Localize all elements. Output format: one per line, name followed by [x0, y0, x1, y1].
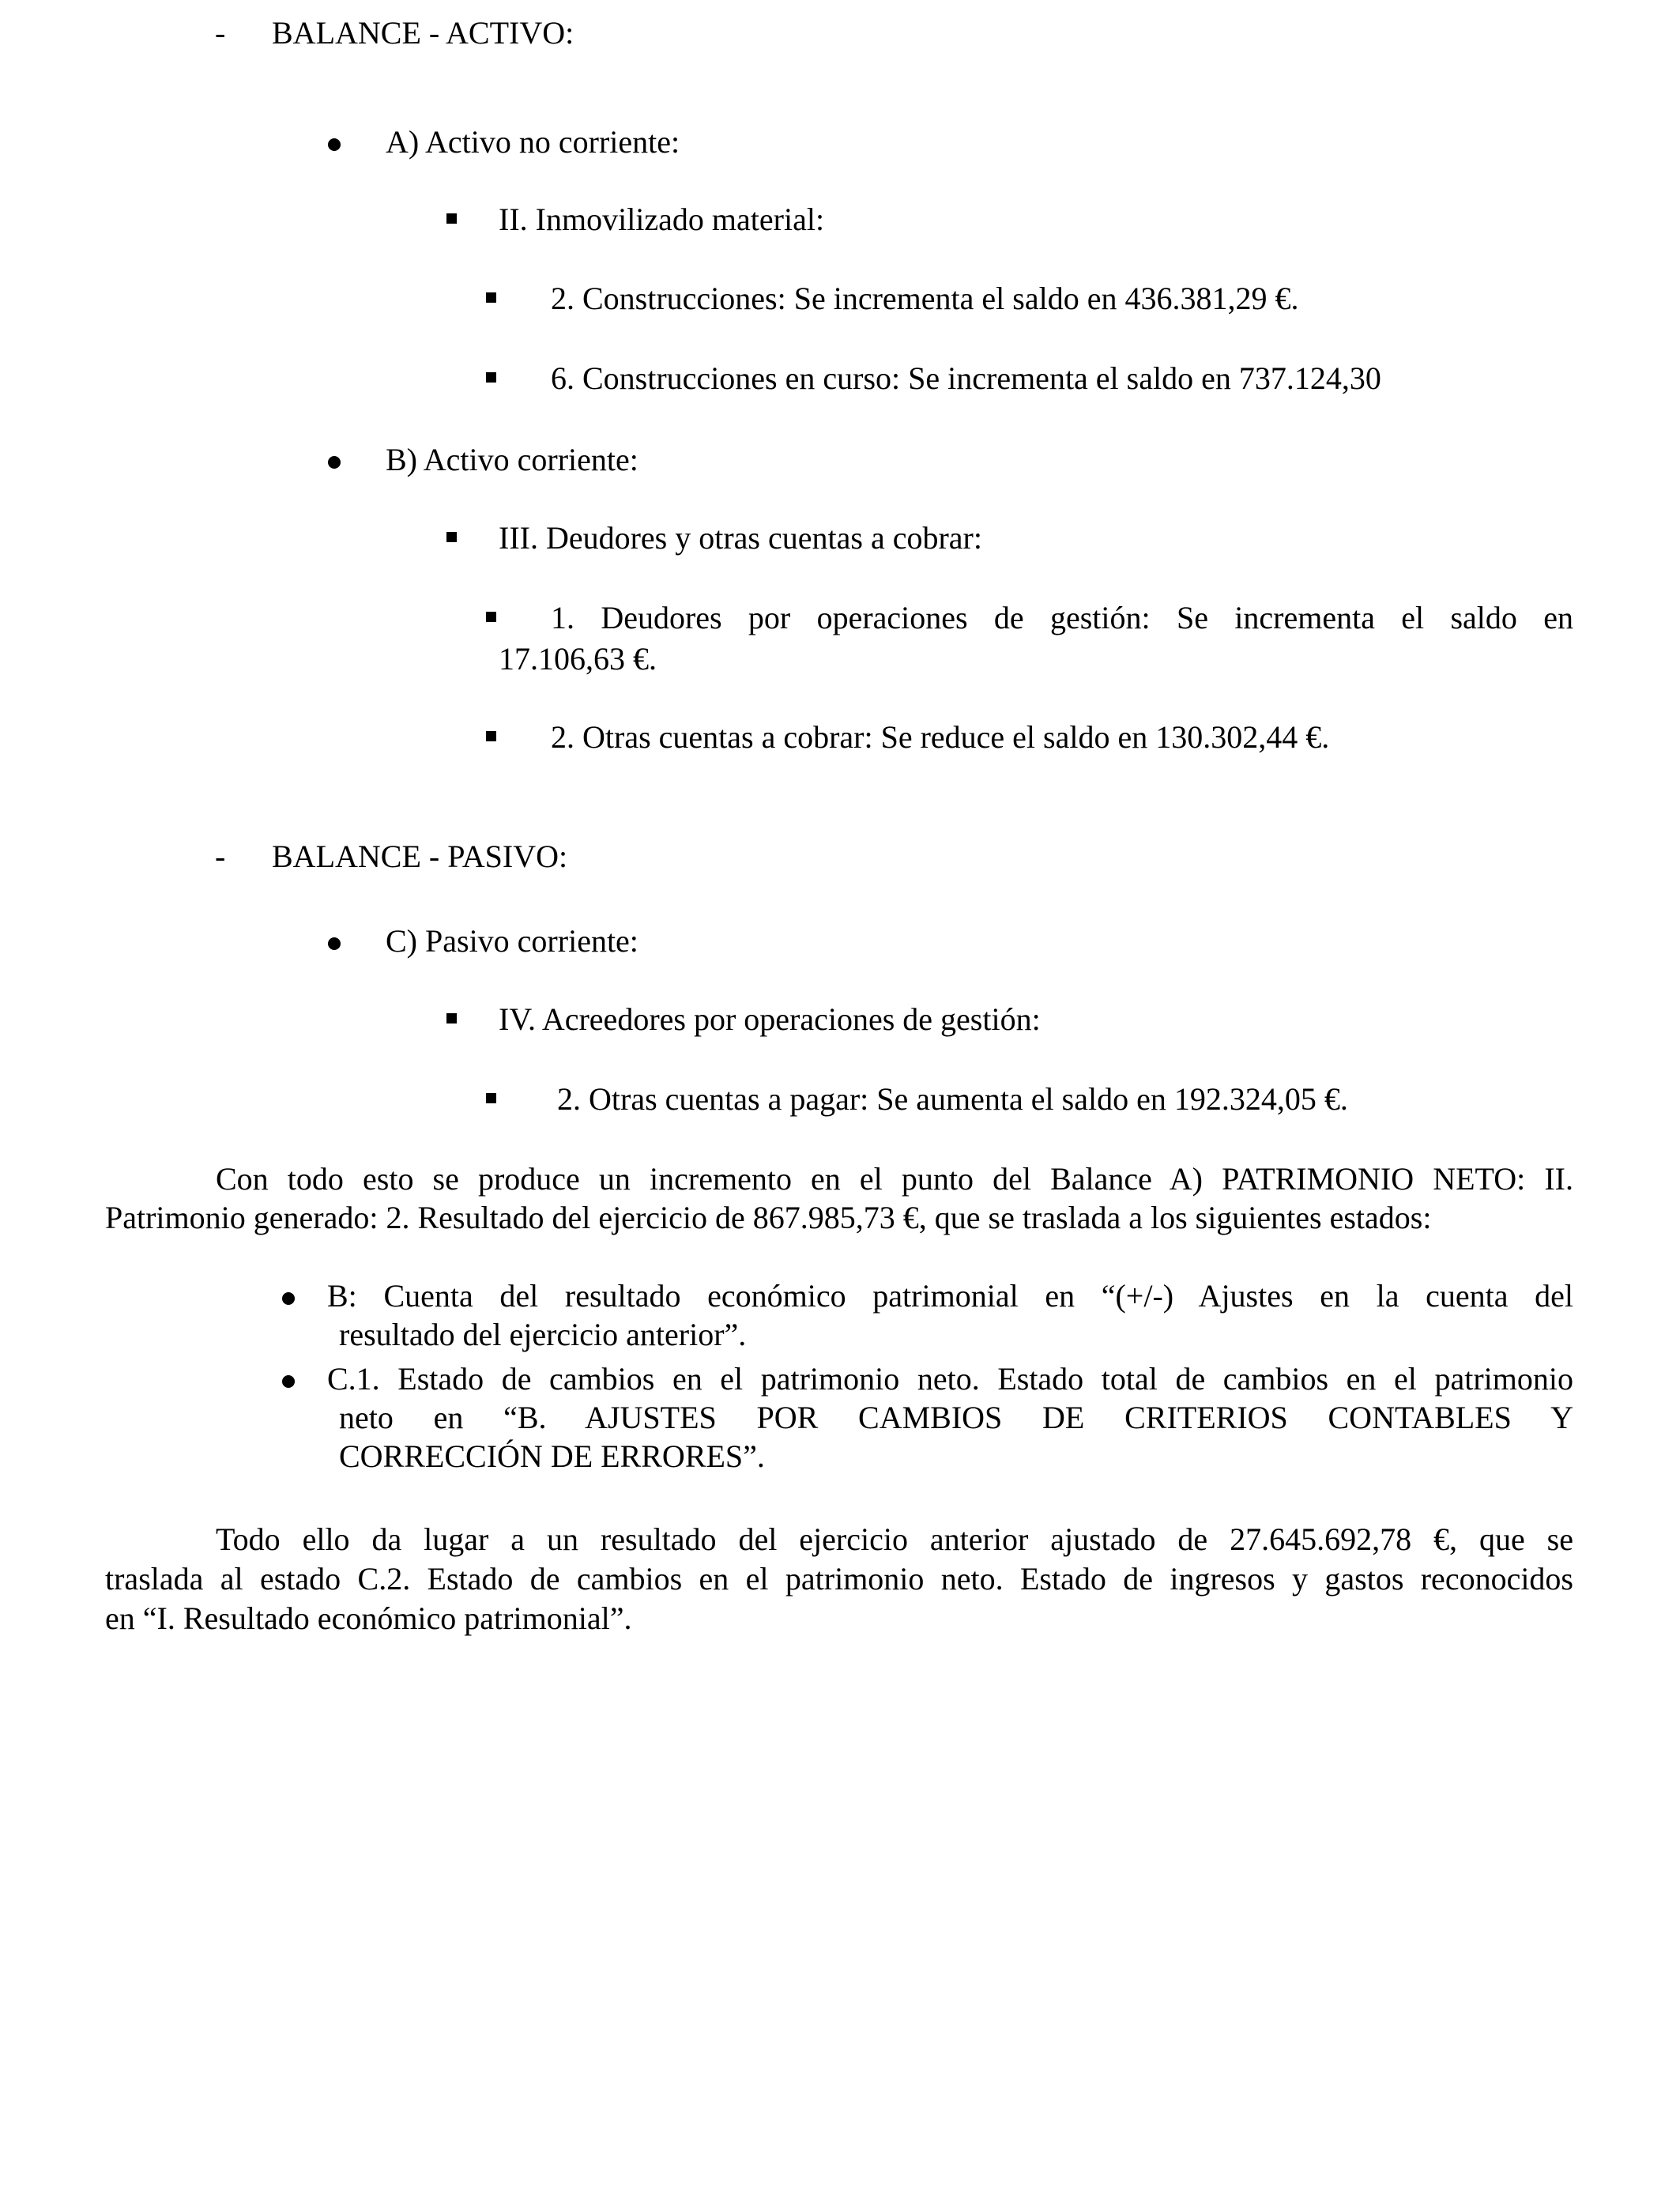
paragraph2-line2-wrap	[105, 1559, 1573, 1600]
bullet-square-icon	[446, 213, 457, 224]
estado-c1-line1: C.1. Estado de cambios en el patrimonio neto. Estado total de cambios en el patrimonio	[327, 1361, 1573, 1397]
bullet-dot-icon	[328, 456, 341, 469]
pasivo-dash: -	[215, 839, 226, 874]
acreedores-label: IV. Acreedores por operaciones de gestión:	[499, 1001, 1041, 1037]
paragraph1-line1: Con todo esto se produce un incremento en el punto del Balance A) PATRIMONIO NETO: II.	[216, 1161, 1573, 1197]
bullet-square-icon	[486, 372, 496, 383]
activo-corriente-label: B) Activo corriente:	[386, 442, 638, 477]
bullet-dot-icon	[328, 138, 341, 151]
paragraph1-line2: Patrimonio generado: 2. Resultado del ejercicio de 867.985,73 €, que se traslada a los siguientes estados:	[105, 1200, 1432, 1235]
deudores-label: III. Deudores y otras cuentas a cobrar:	[499, 520, 982, 556]
bullet-dot-icon	[328, 937, 341, 950]
bullet-square-icon	[446, 532, 457, 542]
deudores-operaciones-line2: 17.106,63 €.	[499, 641, 657, 677]
bullet-dot-icon	[282, 1292, 295, 1305]
otras-cuentas-cobrar-item: 2. Otras cuentas a cobrar: Se reduce el saldo en 130.302,44 €.	[551, 719, 1330, 755]
estado-c1-line2: neto en “B. AJUSTES POR CAMBIOS DE CRITERIOS CONTABLES Y	[339, 1400, 1573, 1435]
bullet-square-icon	[486, 292, 496, 303]
construcciones-en-curso-item: 6. Construcciones en curso: Se incrementa el saldo en 737.124,30	[551, 360, 1381, 396]
deudores-operaciones-item	[551, 598, 1573, 639]
inmovilizado-material-label: II. Inmovilizado material:	[499, 202, 825, 237]
activo-dash: -	[215, 15, 226, 51]
paragraph2-line2: traslada al estado C.2. Estado de cambios en el patrimonio neto. Estado de ingresos y gastos reconocidos	[105, 1561, 1573, 1596]
construcciones-item: 2. Construcciones: Se incrementa el saldo en 436.381,29 €.	[551, 281, 1299, 316]
estado-c1-line2-wrap	[339, 1397, 1573, 1438]
bullet-square-icon	[446, 1013, 457, 1023]
pasivo-corriente-label: C) Pasivo corriente:	[386, 923, 638, 959]
activo-no-corriente-label: A) Activo no corriente:	[386, 124, 680, 160]
paragraph2-line3: en “I. Resultado económico patrimonial”.	[105, 1600, 632, 1636]
estado-c1-line3: CORRECCIÓN DE ERRORES”.	[339, 1438, 765, 1474]
pasivo-heading: BALANCE - PASIVO:	[272, 839, 568, 874]
bullet-square-icon	[486, 1093, 496, 1103]
deudores-operaciones-line1: 1. Deudores por operaciones de gestión: Se incrementa el saldo en	[551, 600, 1573, 635]
estado-c1-line1-wrap	[327, 1359, 1573, 1400]
activo-heading: BALANCE - ACTIVO:	[272, 15, 574, 51]
estado-b-line2: resultado del ejercicio anterior”.	[339, 1317, 747, 1352]
estado-b-line1-wrap	[327, 1276, 1573, 1317]
paragraph2-line1: Todo ello da lugar a un resultado del ejercicio anterior ajustado de 27.645.692,78 €, que se	[216, 1521, 1573, 1557]
bullet-square-icon	[486, 612, 496, 622]
paragraph2-line1-wrap	[216, 1519, 1573, 1560]
bullet-dot-icon	[282, 1375, 295, 1388]
bullet-square-icon	[486, 731, 496, 741]
paragraph1-line1-wrap	[216, 1159, 1573, 1200]
otras-cuentas-pagar-item: 2. Otras cuentas a pagar: Se aumenta el saldo en 192.324,05 €.	[557, 1081, 1348, 1117]
estado-b-line1: B: Cuenta del resultado económico patrimonial en “(+/-) Ajustes en la cuenta del	[327, 1278, 1573, 1314]
